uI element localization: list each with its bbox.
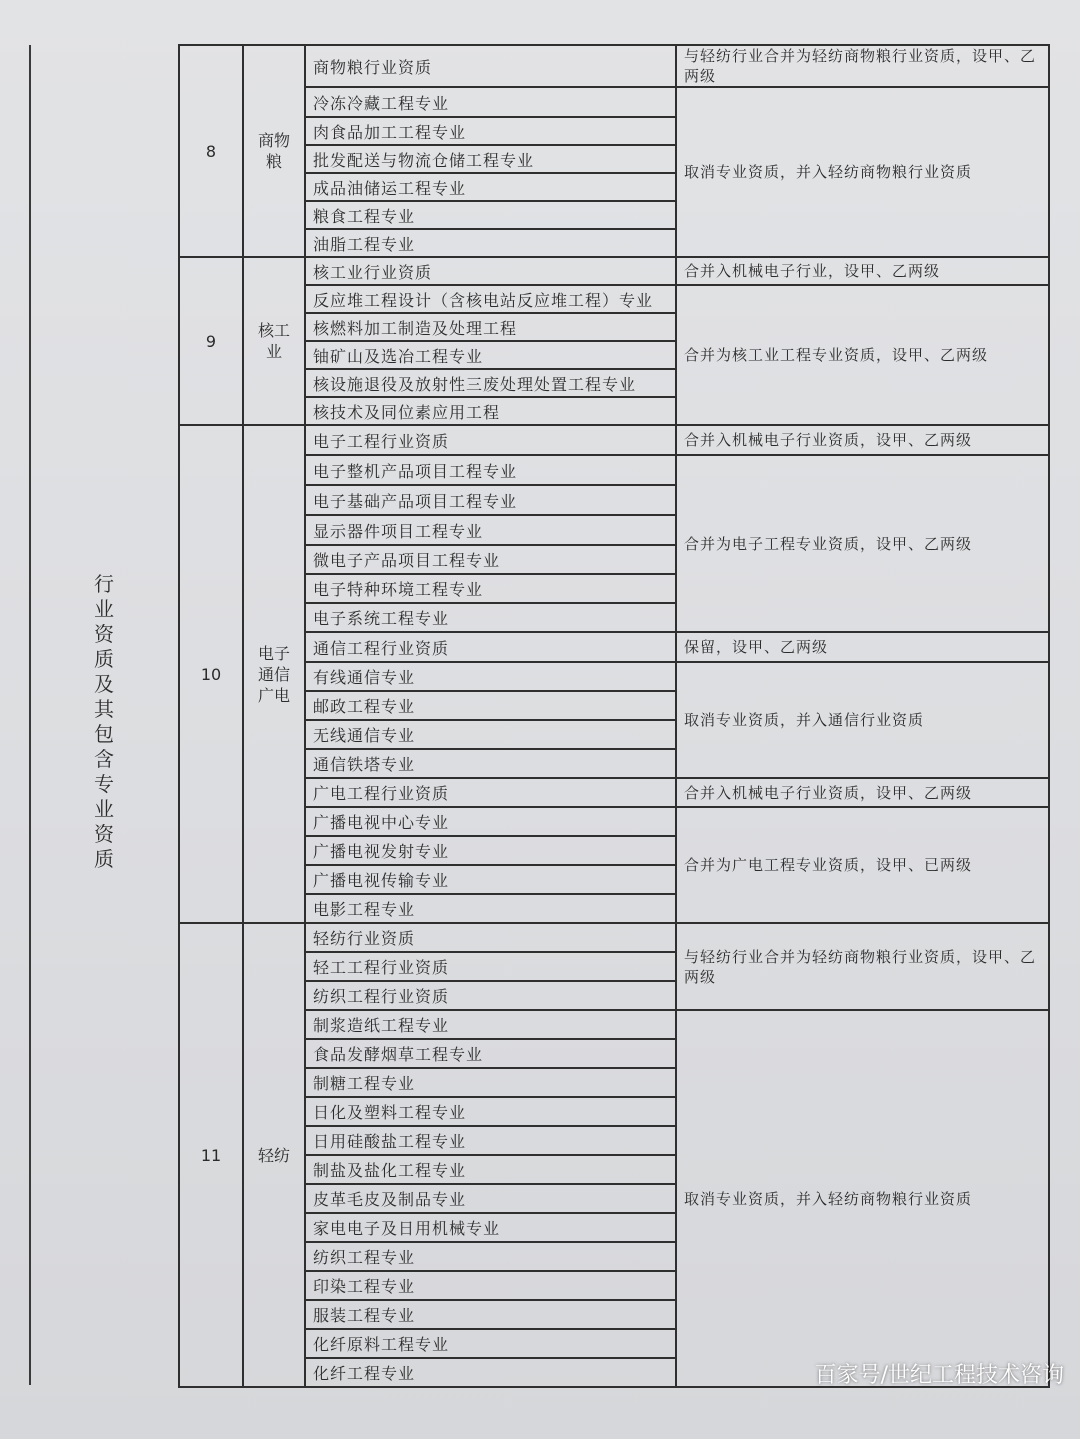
qualification-item: 电子特种环境工程专业 (305, 574, 676, 603)
adjustment-note: 保留，设甲、乙两级 (676, 632, 1049, 662)
qualification-table (178, 44, 1050, 1388)
table-row (179, 662, 1049, 691)
group-category: 轻纺 (243, 923, 305, 1387)
adjustment-note: 与轻纺行业合并为轻纺商物粮行业资质，设甲、乙两级 (676, 923, 1049, 1010)
qualification-item: 广播电视发射专业 (305, 836, 676, 865)
table-row (179, 807, 1049, 836)
qualification-item: 油脂工程专业 (305, 229, 676, 257)
qualification-item: 广电工程行业资质 (305, 778, 676, 807)
qualification-item: 核燃料加工制造及处理工程 (305, 313, 676, 341)
qualification-item: 电影工程专业 (305, 894, 676, 923)
qualification-item: 服装工程专业 (305, 1300, 676, 1329)
table-row (179, 778, 1049, 807)
qualification-item: 有线通信专业 (305, 662, 676, 691)
qualification-item: 铀矿山及选冶工程专业 (305, 341, 676, 369)
qualification-item: 制糖工程专业 (305, 1068, 676, 1097)
qualification-item: 冷冻冷藏工程专业 (305, 87, 676, 117)
qualification-item: 显示器件项目工程专业 (305, 515, 676, 545)
qualification-item: 邮政工程专业 (305, 691, 676, 720)
qualification-item: 通信工程行业资质 (305, 632, 676, 662)
qualification-item: 广播电视传输专业 (305, 865, 676, 894)
qualification-item: 纺织工程专业 (305, 1242, 676, 1271)
qualification-item: 商物粮行业资质 (305, 45, 676, 87)
qualification-item: 电子整机产品项目工程专业 (305, 455, 676, 485)
qualification-item: 无线通信专业 (305, 720, 676, 749)
group-number: 10 (179, 425, 243, 923)
group-category: 电子通信广电 (243, 425, 305, 923)
qualification-item: 电子工程行业资质 (305, 425, 676, 455)
table-row (179, 1010, 1049, 1039)
qualification-item: 微电子产品项目工程专业 (305, 545, 676, 574)
group-number: 8 (179, 45, 243, 257)
table-row (179, 425, 1049, 455)
group-number: 11 (179, 923, 243, 1387)
qualification-item: 日化及塑料工程专业 (305, 1097, 676, 1126)
table-row (179, 45, 1049, 87)
qualification-item: 日用硅酸盐工程专业 (305, 1126, 676, 1155)
qualification-item: 化纤原料工程专业 (305, 1329, 676, 1358)
table-row (179, 632, 1049, 662)
qualification-item: 轻工工程行业资质 (305, 952, 676, 981)
adjustment-note: 合并入机械电子行业资质，设甲、乙两级 (676, 778, 1049, 807)
table-row (179, 923, 1049, 952)
qualification-item: 制浆造纸工程专业 (305, 1010, 676, 1039)
qualification-item: 粮食工程专业 (305, 201, 676, 229)
qualification-item: 广播电视中心专业 (305, 807, 676, 836)
adjustment-note: 取消专业资质，并入轻纺商物粮行业资质 (676, 1010, 1049, 1387)
qualification-item: 制盐及盐化工程专业 (305, 1155, 676, 1184)
table-row (179, 455, 1049, 485)
table-row (179, 285, 1049, 313)
qualification-item: 电子基础产品项目工程专业 (305, 485, 676, 515)
adjustment-note: 合并入机械电子行业资质，设甲、乙两级 (676, 425, 1049, 455)
qualification-item: 反应堆工程设计（含核电站反应堆工程）专业 (305, 285, 676, 313)
qualification-item: 核设施退役及放射性三废处理处置工程专业 (305, 369, 676, 397)
adjustment-note: 合并为核工业工程专业资质，设甲、乙两级 (676, 285, 1049, 425)
adjustment-note: 取消专业资质，并入通信行业资质 (676, 662, 1049, 778)
qualification-item: 纺织工程行业资质 (305, 981, 676, 1010)
adjustment-note: 取消专业资质，并入轻纺商物粮行业资质 (676, 87, 1049, 257)
qualification-item: 印染工程专业 (305, 1271, 676, 1300)
qualification-item: 化纤工程专业 (305, 1358, 676, 1387)
qualification-item: 家电电子及日用机械专业 (305, 1213, 676, 1242)
vertical-title: 行业资质及其包含专业资质 (94, 572, 114, 871)
qualification-item: 肉食品加工工程专业 (305, 117, 676, 145)
adjustment-note: 与轻纺行业合并为轻纺商物粮行业资质，设甲、乙两级 (676, 45, 1049, 87)
qualification-item: 成品油储运工程专业 (305, 173, 676, 201)
adjustment-note: 合并为电子工程专业资质，设甲、乙两级 (676, 455, 1049, 632)
qualification-item: 食品发酵烟草工程专业 (305, 1039, 676, 1068)
table-row (179, 87, 1049, 117)
adjustment-note: 合并入机械电子行业，设甲、乙两级 (676, 257, 1049, 285)
qualification-item: 电子系统工程专业 (305, 603, 676, 632)
qualification-item: 皮革毛皮及制品专业 (305, 1184, 676, 1213)
qualification-item: 批发配送与物流仓储工程专业 (305, 145, 676, 173)
group-number: 9 (179, 257, 243, 425)
qualification-item: 轻纺行业资质 (305, 923, 676, 952)
adjustment-note: 合并为广电工程专业资质，设甲、已两级 (676, 807, 1049, 923)
left-margin-rule (29, 45, 31, 1385)
qualification-item: 核技术及同位素应用工程 (305, 397, 676, 425)
group-category: 商物粮 (243, 45, 305, 257)
watermark: 百家号/世纪工程技术咨询 (814, 1363, 1064, 1388)
table-row (179, 257, 1049, 285)
group-category: 核工业 (243, 257, 305, 425)
qualification-item: 核工业行业资质 (305, 257, 676, 285)
qualification-item: 通信铁塔专业 (305, 749, 676, 778)
